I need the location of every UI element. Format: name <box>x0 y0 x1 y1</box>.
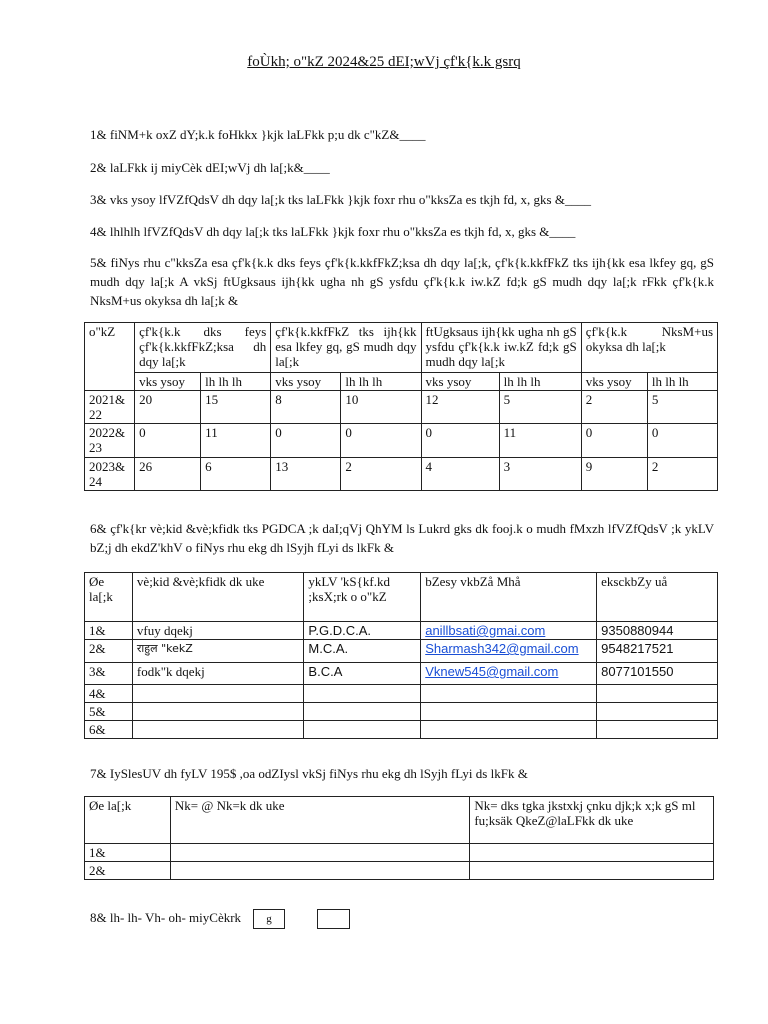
header-serial: Øe la[;k <box>85 573 133 622</box>
header-serial: Øe la[;k <box>85 797 171 844</box>
teacher-name: राहुल "kekZ <box>132 640 304 663</box>
email-cell <box>421 721 597 739</box>
table-row <box>85 458 718 491</box>
training-stats-table <box>84 322 718 491</box>
teacher-name <box>132 703 304 721</box>
table-row <box>85 640 718 663</box>
value-cell: 10 <box>341 391 421 424</box>
table-row <box>85 663 718 685</box>
year-cell: 2022& 23 <box>85 424 135 458</box>
serial-cell: 2& <box>85 862 171 880</box>
qualification-cell: B.C.A <box>304 663 421 685</box>
question-3: 3& vks ysoy lfVZfQdsV dh dqy la[;k tks laLFkk }kjk foxr rhu o"kksZa es tkjh fd, x, gks &____ <box>90 192 591 207</box>
student-name-cell <box>170 844 469 862</box>
teacher-name <box>132 721 304 739</box>
value-cell: 5 <box>499 391 581 424</box>
value-cell: 5 <box>647 391 717 424</box>
question-5: 5& fiNys rhu c"kksZa esa çf'k{k.k dks feys çf'k{k.kkfFkZ;ksa dh dqy la[;k, çf'k{k.kkfFkZ tks ijh{kk esa lkfey gq, gS mudh dqy la[;k A vkSj ftUgksaus ijh{kk ugha nh gS ysfdu çf'k{k.k iw.kZ fd;k gS mudh dqy la[;k rFkk çf'k{k.k NksM+us okyksa dh la[;k & <box>90 255 714 308</box>
table-row <box>85 622 718 640</box>
question-6: 6& çf'k{kr vè;kid &vè;kfidk tks PGDCA ;k daI;qVj QhYM ls Lukrd gks dk fooj.k o mudh fMxzh lfVZfQdsV ;k ykLV bZ;j dh ekdZ'khV o fiNys rhu ekg dh lSyjh fLyi ds lkFk & <box>90 521 714 555</box>
sub-ccc: lh lh lh <box>201 373 271 391</box>
serial-cell: 1& <box>85 844 171 862</box>
email-link[interactable]: Sharmash342@gmail.com <box>425 641 579 656</box>
table-row <box>85 844 714 862</box>
checkbox-yes[interactable]: g <box>253 909 285 929</box>
table-row <box>85 391 718 424</box>
table-row <box>85 703 718 721</box>
value-cell: 0 <box>421 424 499 458</box>
value-cell: 4 <box>421 458 499 491</box>
serial-cell: 2& <box>85 640 133 663</box>
value-cell: 26 <box>135 458 201 491</box>
value-cell: 20 <box>135 391 201 424</box>
sub-ccc: lh lh lh <box>499 373 581 391</box>
email-cell <box>421 685 597 703</box>
mobile-cell: 8077101550 <box>597 663 718 685</box>
mobile-cell: 9350880944 <box>597 622 718 640</box>
question-7: 7& IySlesUV dh fyLV 195$ ,oa odZIysl vkSj fiNys rhu ekg dh lSyjh fLyi ds lkFk & <box>90 766 528 781</box>
table-row <box>85 862 714 880</box>
email-cell <box>421 703 597 721</box>
year-cell: 2023& 24 <box>85 458 135 491</box>
value-cell: 12 <box>421 391 499 424</box>
value-cell: 3 <box>499 458 581 491</box>
question-1: 1& fiNM+k oxZ dY;k.k foHkkx }kjk laLFkk p;u dk c"kZ&____ <box>90 127 426 142</box>
teacher-name: fodk"k dqekj <box>132 663 304 685</box>
value-cell: 15 <box>201 391 271 424</box>
serial-cell: 4& <box>85 685 133 703</box>
header-completed-no-exam: ftUgksaus ijh{kk ugha nh gS ysfdu çf'k{k.k iw.kZ fd;k gS mudh dqy la[;k <box>421 323 581 373</box>
header-qualification: ykLV 'kS{kf.kd ;ksX;rk o o"kZ <box>304 573 421 622</box>
header-mobile: eksckbZy uå <box>597 573 718 622</box>
serial-cell: 3& <box>85 663 133 685</box>
mobile-cell <box>597 703 718 721</box>
value-cell: 0 <box>135 424 201 458</box>
mobile-cell <box>597 721 718 739</box>
serial-cell: 6& <box>85 721 133 739</box>
qualification-cell <box>304 685 421 703</box>
question-8: 8& lh- lh- Vh- oh- miyCèkrk <box>90 910 242 925</box>
header-dropouts: çf'k{k.k NksM+us okyksa dh la[;k <box>581 323 717 373</box>
email-cell <box>421 640 597 663</box>
value-cell: 11 <box>201 424 271 458</box>
sub-ccc: lh lh lh <box>647 373 717 391</box>
document-title: foÙkh; o"kZ 2024&25 dEI;wVj çf'k{k.k gsrq <box>247 54 521 70</box>
header-trained-count: çf'k{k.k dks feys çf'k{k.kkfFkZ;ksa dh dqy la[;k <box>135 323 271 373</box>
serial-cell: 1& <box>85 622 133 640</box>
question-4: 4& lhlhlh lfVZfQdsV dh dqy la[;k tks laLFkk }kjk foxr rhu o"kksZa es tkjh fd, x, gks &____ <box>90 224 576 239</box>
header-exam-appeared: çf'k{k.kkfFkZ tks ijh{kk esa lkfey gq, gS mudh dqy la[;k <box>271 323 421 373</box>
email-cell <box>421 622 597 640</box>
value-cell: 11 <box>499 424 581 458</box>
value-cell: 2 <box>341 458 421 491</box>
header-employer-name: Nk= dks tgka jkstxkj çnku djk;k x;k gS ml fu;ksäk QkeZ@laLFkk dk uke <box>470 797 714 844</box>
table-row <box>85 721 718 739</box>
value-cell: 2 <box>647 458 717 491</box>
sub-o-level: vks ysoy <box>421 373 499 391</box>
value-cell: 0 <box>581 424 647 458</box>
value-cell: 2 <box>581 391 647 424</box>
placement-table <box>84 796 714 880</box>
header-teacher-name: vè;kid &vè;kfidk dk uke <box>132 573 304 622</box>
qualification-cell: P.G.D.C.A. <box>304 622 421 640</box>
value-cell: 0 <box>271 424 341 458</box>
teacher-name <box>132 685 304 703</box>
sub-ccc: lh lh lh <box>341 373 421 391</box>
year-cell: 2021& 22 <box>85 391 135 424</box>
mobile-cell <box>597 685 718 703</box>
qualification-cell <box>304 703 421 721</box>
serial-cell: 5& <box>85 703 133 721</box>
email-link[interactable]: anillbsati@gmai.com <box>425 623 546 638</box>
value-cell: 0 <box>647 424 717 458</box>
email-link[interactable]: Vknew545@gmail.com <box>425 664 559 679</box>
sub-o-level: vks ysoy <box>135 373 201 391</box>
employer-cell <box>470 844 714 862</box>
question-2: 2& laLFkk ij miyCèk dEI;wVj dh la[;k&____ <box>90 160 330 175</box>
value-cell: 9 <box>581 458 647 491</box>
checkbox-no[interactable] <box>317 909 350 929</box>
teacher-name: vfuy dqekj <box>132 622 304 640</box>
sub-o-level: vks ysoy <box>271 373 341 391</box>
value-cell: 6 <box>201 458 271 491</box>
qualification-cell: M.C.A. <box>304 640 421 663</box>
value-cell: 13 <box>271 458 341 491</box>
employer-cell <box>470 862 714 880</box>
mobile-cell: 9548217521 <box>597 640 718 663</box>
header-email: bZesy vkbZå Mhå <box>421 573 597 622</box>
table-row <box>85 685 718 703</box>
header-year: o"kZ <box>85 323 135 391</box>
teachers-table <box>84 572 718 739</box>
email-cell <box>421 663 597 685</box>
value-cell: 0 <box>341 424 421 458</box>
student-name-cell <box>170 862 469 880</box>
qualification-cell <box>304 721 421 739</box>
sub-o-level: vks ysoy <box>581 373 647 391</box>
header-student-name: Nk= @ Nk=k dk uke <box>170 797 469 844</box>
table-row <box>85 424 718 458</box>
value-cell: 8 <box>271 391 341 424</box>
